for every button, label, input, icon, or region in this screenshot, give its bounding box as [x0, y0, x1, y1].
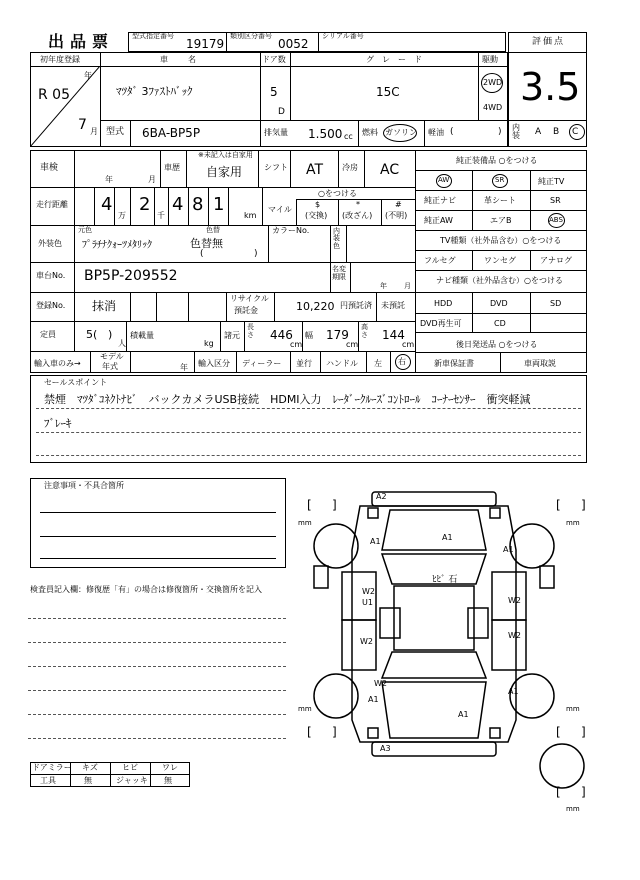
navi-sd: SD: [550, 299, 562, 308]
interior-a: A: [535, 127, 542, 137]
recycle-unit: 円預託済: [340, 301, 372, 310]
dmg-front-right-door: W2: [508, 596, 521, 605]
color-change: 色替無: [190, 237, 223, 250]
header-id-box: [128, 32, 506, 52]
mileage-digit-3: 4: [172, 194, 184, 215]
mm-spare: mm: [566, 805, 580, 813]
fuel-diesel: 軽油: [428, 128, 444, 137]
shaken-month: 月: [148, 175, 156, 184]
model-name-label: 車名: [160, 55, 216, 64]
length: 446: [270, 328, 293, 342]
dmg-rear-left-door: W2: [360, 637, 373, 646]
import-type-label: 輸入区分: [198, 359, 230, 368]
dmg-front-right-fender: A1: [503, 545, 514, 554]
usage: 自家用: [206, 165, 243, 179]
equip-abs: ABS: [549, 216, 563, 224]
legend-h2: キズ: [82, 763, 98, 772]
mileage-unit: km: [244, 211, 257, 220]
mileage-digit-5: 1: [213, 194, 225, 215]
sales-points-line2: ﾌﾞﾚｰｷ: [44, 417, 72, 430]
legend-v2: 無: [84, 776, 92, 785]
width-label: 幅: [305, 331, 313, 340]
drive-label: 駆動: [482, 55, 498, 64]
original-color-label: 元色: [78, 226, 92, 234]
fuel-label: 燃料: [362, 128, 378, 137]
bracket-rr-close: ]: [581, 725, 586, 739]
dmg-front-bumper: A2: [376, 492, 387, 501]
vin-label: 車台No.: [36, 271, 66, 280]
dmg-rear-bumper: A3: [380, 744, 391, 753]
handle-label: ハンドル: [326, 359, 358, 368]
model-year-label-1: モデル: [100, 352, 124, 361]
navi-dvd: DVD: [490, 299, 508, 308]
mileage-sen: 千: [157, 211, 165, 220]
grade: 15C: [376, 85, 400, 99]
bracket-fr-open: [: [556, 498, 561, 512]
bracket-rl-open: [: [307, 725, 312, 739]
load-label: 積載量: [130, 331, 154, 340]
shift-label: シフト: [264, 163, 288, 172]
capacity-label: 定員: [40, 330, 56, 339]
displacement: 1.500: [308, 127, 343, 141]
shaken-label: 車検: [40, 163, 59, 173]
dmg-front-left-fender: A1: [370, 537, 381, 546]
mileage-digit-4: 8: [192, 194, 204, 215]
doors-label: ドア数: [262, 55, 286, 64]
inspector-label: 検査員記入欄：修復歴「有」の場合は修復箇所・交換箇所を記入: [30, 585, 262, 594]
model-name: ﾏﾂﾀﾞ 3ﾌｧｽﾄﾊﾞｯｸ: [116, 85, 193, 98]
reg-no-label: 登録No.: [36, 301, 66, 310]
dmg-rear-right-door: W2: [508, 631, 521, 640]
shift: AT: [306, 162, 324, 178]
interior-b: B: [553, 127, 560, 137]
height: 144: [382, 328, 405, 342]
score-label: 評価点: [532, 37, 566, 47]
dmg-hood: A1: [442, 533, 453, 542]
color-paren-open: (: [200, 249, 204, 259]
dmg-rear-right-fender: A1: [508, 687, 519, 696]
dims-label: 諸元: [224, 331, 240, 340]
caution-label: 注意事項・不具合箇所: [44, 481, 124, 490]
legend-h3: ヒビ: [122, 763, 138, 772]
grade-label: グレード: [366, 55, 430, 64]
mileage-digit-1: 4: [101, 194, 113, 215]
name-change-month: 月: [404, 282, 411, 290]
height-unit: cm: [402, 340, 415, 349]
equip-aw-mark: AW: [438, 176, 450, 184]
equip-leather: 革シート: [484, 196, 516, 205]
mm-rr: mm: [566, 705, 580, 713]
model-code: 6BA-BP5P: [142, 126, 201, 140]
category-value: 0052: [278, 37, 309, 51]
equip-aw2: 純正AW: [424, 216, 453, 225]
interior-color-label: 内装色: [333, 227, 340, 250]
equip-tv: 純正TV: [538, 177, 565, 186]
navi-cd: CD: [494, 319, 506, 328]
recycle-label-2: 預託金: [234, 306, 258, 315]
fuel-other-close: ): [498, 127, 502, 137]
first-reg-month: 7: [78, 117, 87, 133]
tv-one: ワンセグ: [484, 256, 516, 265]
shaken-year: 年: [105, 175, 113, 184]
navi-hdd: HDD: [434, 299, 453, 308]
dmg-front-left-door-2: U1: [362, 598, 373, 607]
navi-dvd-play: DVD再生可: [420, 319, 462, 328]
capacity: 5(: [86, 328, 98, 341]
legend-v3: ジャッキ: [116, 776, 148, 785]
mm-rl: mm: [298, 705, 312, 713]
bracket-rr-open: [: [556, 725, 561, 739]
mm-fl: mm: [298, 519, 312, 527]
fuel-gasoline: ガソリン: [385, 128, 417, 137]
handle-left: 左: [374, 359, 382, 368]
mileage-type-exchange-2: (交換): [305, 211, 328, 220]
doors: 5: [270, 85, 278, 99]
dmg-front-left-door: W2: [362, 587, 375, 596]
bracket-fl-close: ]: [332, 498, 337, 512]
length-label: 長さ: [247, 323, 254, 339]
mileage-type-altered-2: (改ざん): [342, 211, 373, 220]
bracket-rl-close: ]: [332, 725, 337, 739]
recycle-not: 未預託: [381, 301, 405, 310]
dmg-rear-left-fender: W2: [374, 679, 387, 688]
import-label: 輸入車のみ→: [34, 359, 81, 368]
model-code-label: 型式: [106, 127, 125, 137]
equip-navi: 純正ナビ: [424, 196, 456, 205]
displacement-label: 排気量: [264, 128, 288, 137]
dmg-windshield: ﾋﾋﾞ 石: [432, 575, 458, 585]
legend-h1: ドアミラー: [32, 763, 72, 772]
length-unit: cm: [290, 340, 303, 349]
mileage-circle-note: ○をつける: [318, 189, 357, 198]
vin: BP5P-209552: [84, 268, 178, 284]
legend-v1: 工具: [40, 776, 56, 785]
original-color: ﾌﾟﾗﾁﾅｸｫｰﾂﾒﾀﾘｯｸ: [82, 240, 152, 251]
sales-points-label: セールスポイント: [44, 378, 108, 387]
color-change-label: 色替: [206, 226, 220, 234]
caution-box: [30, 478, 286, 568]
dmg-rear-left-fender-2: A1: [368, 695, 379, 704]
sales-points-line1: 禁煙 ﾏﾂﾀﾞｺﾈｸﾄﾅﾋﾞ バックカメラUSB接続 HDMI入力 ﾚｰﾀﾞｰｸﾙｰｽﾞｺﾝﾄﾛｰﾙ ｺｰﾅｰｾﾝｻｰ 衝突軽減: [44, 393, 531, 406]
recycle-amount: 10,220: [296, 300, 335, 313]
tv-analog: アナログ: [540, 256, 572, 265]
interior-label: 内装: [512, 123, 520, 140]
type-cert-value: 19179: [186, 37, 225, 51]
bracket-spare-open: [: [556, 785, 561, 799]
width: 179: [326, 328, 349, 342]
type-cert-label: 型式指定番号: [132, 32, 174, 40]
tv-full: フルセグ: [424, 256, 456, 265]
recycle-label-1: リサイクル: [230, 294, 269, 303]
tv-label: TV種類（社外品含む）○をつける: [440, 236, 562, 245]
ac: AC: [380, 162, 400, 178]
mileage-digit-2: 2: [139, 194, 151, 215]
model-year-label-2: 年式: [102, 362, 118, 371]
equip-sr-mark: SR: [495, 176, 505, 184]
mileage-type-mile: マイル: [268, 205, 292, 214]
capacity-unit: 人: [118, 339, 126, 348]
mileage-label: 走行距離: [36, 200, 68, 209]
interior-c: C: [572, 127, 579, 137]
legend-v4: 無: [164, 776, 172, 785]
legend-h4: ワレ: [162, 763, 178, 772]
reg-no: 抹消: [92, 299, 117, 313]
mileage-type-unknown-1: #: [395, 200, 402, 209]
ac-label: 冷房: [342, 163, 358, 172]
fuel-other-open: (: [450, 127, 454, 137]
drive-4wd: 4WD: [483, 103, 503, 112]
door-type: D: [278, 107, 285, 117]
mileage-man: 万: [118, 211, 126, 220]
category-label: 類別区分番号: [230, 32, 272, 40]
equip-sr2: SR: [550, 196, 561, 205]
displacement-unit: cc: [344, 132, 353, 141]
doc-warranty: 新車保証書: [434, 359, 474, 368]
later-docs-label: 後日発送品 ○をつける: [456, 340, 538, 349]
model-year-unit: 年: [180, 363, 188, 372]
first-reg-year: R 05: [38, 87, 70, 103]
sheet-title: 出品票: [48, 32, 115, 51]
exterior-label: 外装色: [38, 239, 62, 248]
year-suffix: 年: [84, 71, 92, 80]
width-unit: cm: [346, 340, 359, 349]
handle-right: 右: [398, 357, 406, 366]
capacity-close: ): [108, 328, 113, 341]
usage-label: 車歴: [164, 163, 180, 172]
mileage-type-altered-1: *: [356, 200, 360, 209]
doc-manual: 車両取説: [524, 359, 556, 368]
mileage-type-exchange-1: $: [315, 200, 321, 209]
first-reg-diagonal: [30, 66, 100, 147]
bracket-fl-open: [: [307, 498, 312, 512]
score-value: 3.5: [520, 65, 581, 109]
equipment-label: 純正装備品 ○をつける: [456, 156, 538, 165]
height-label: 高さ: [361, 323, 368, 339]
import-parallel: 並行: [296, 359, 312, 368]
import-dealer: ディーラー: [242, 359, 282, 368]
month-suffix: 月: [90, 127, 98, 136]
name-change-label: 名変期限: [332, 265, 346, 281]
color-paren-close: ): [254, 249, 258, 259]
equip-airbag: エアB: [490, 216, 512, 225]
car-diagram: [290, 480, 610, 820]
usage-note: ※未記入は自家用: [198, 151, 253, 159]
sales-points-box: [30, 375, 587, 463]
load-unit: kg: [204, 339, 214, 348]
bracket-spare-close: ]: [581, 785, 586, 799]
navi-label: ナビ種類（社外品含む）○をつける: [436, 276, 563, 285]
dmg-trunk: A1: [458, 710, 469, 719]
mm-fr: mm: [566, 519, 580, 527]
name-change-year: 年: [380, 282, 387, 290]
color-number-label: カラーNo.: [272, 226, 310, 235]
mileage-type-unknown-2: (不明): [385, 211, 408, 220]
first-reg-label: 初年度登録: [40, 55, 80, 64]
bracket-fr-close: ]: [581, 498, 586, 512]
drive-2wd: 2WD: [483, 78, 503, 87]
serial-label: シリアル番号: [322, 32, 364, 40]
